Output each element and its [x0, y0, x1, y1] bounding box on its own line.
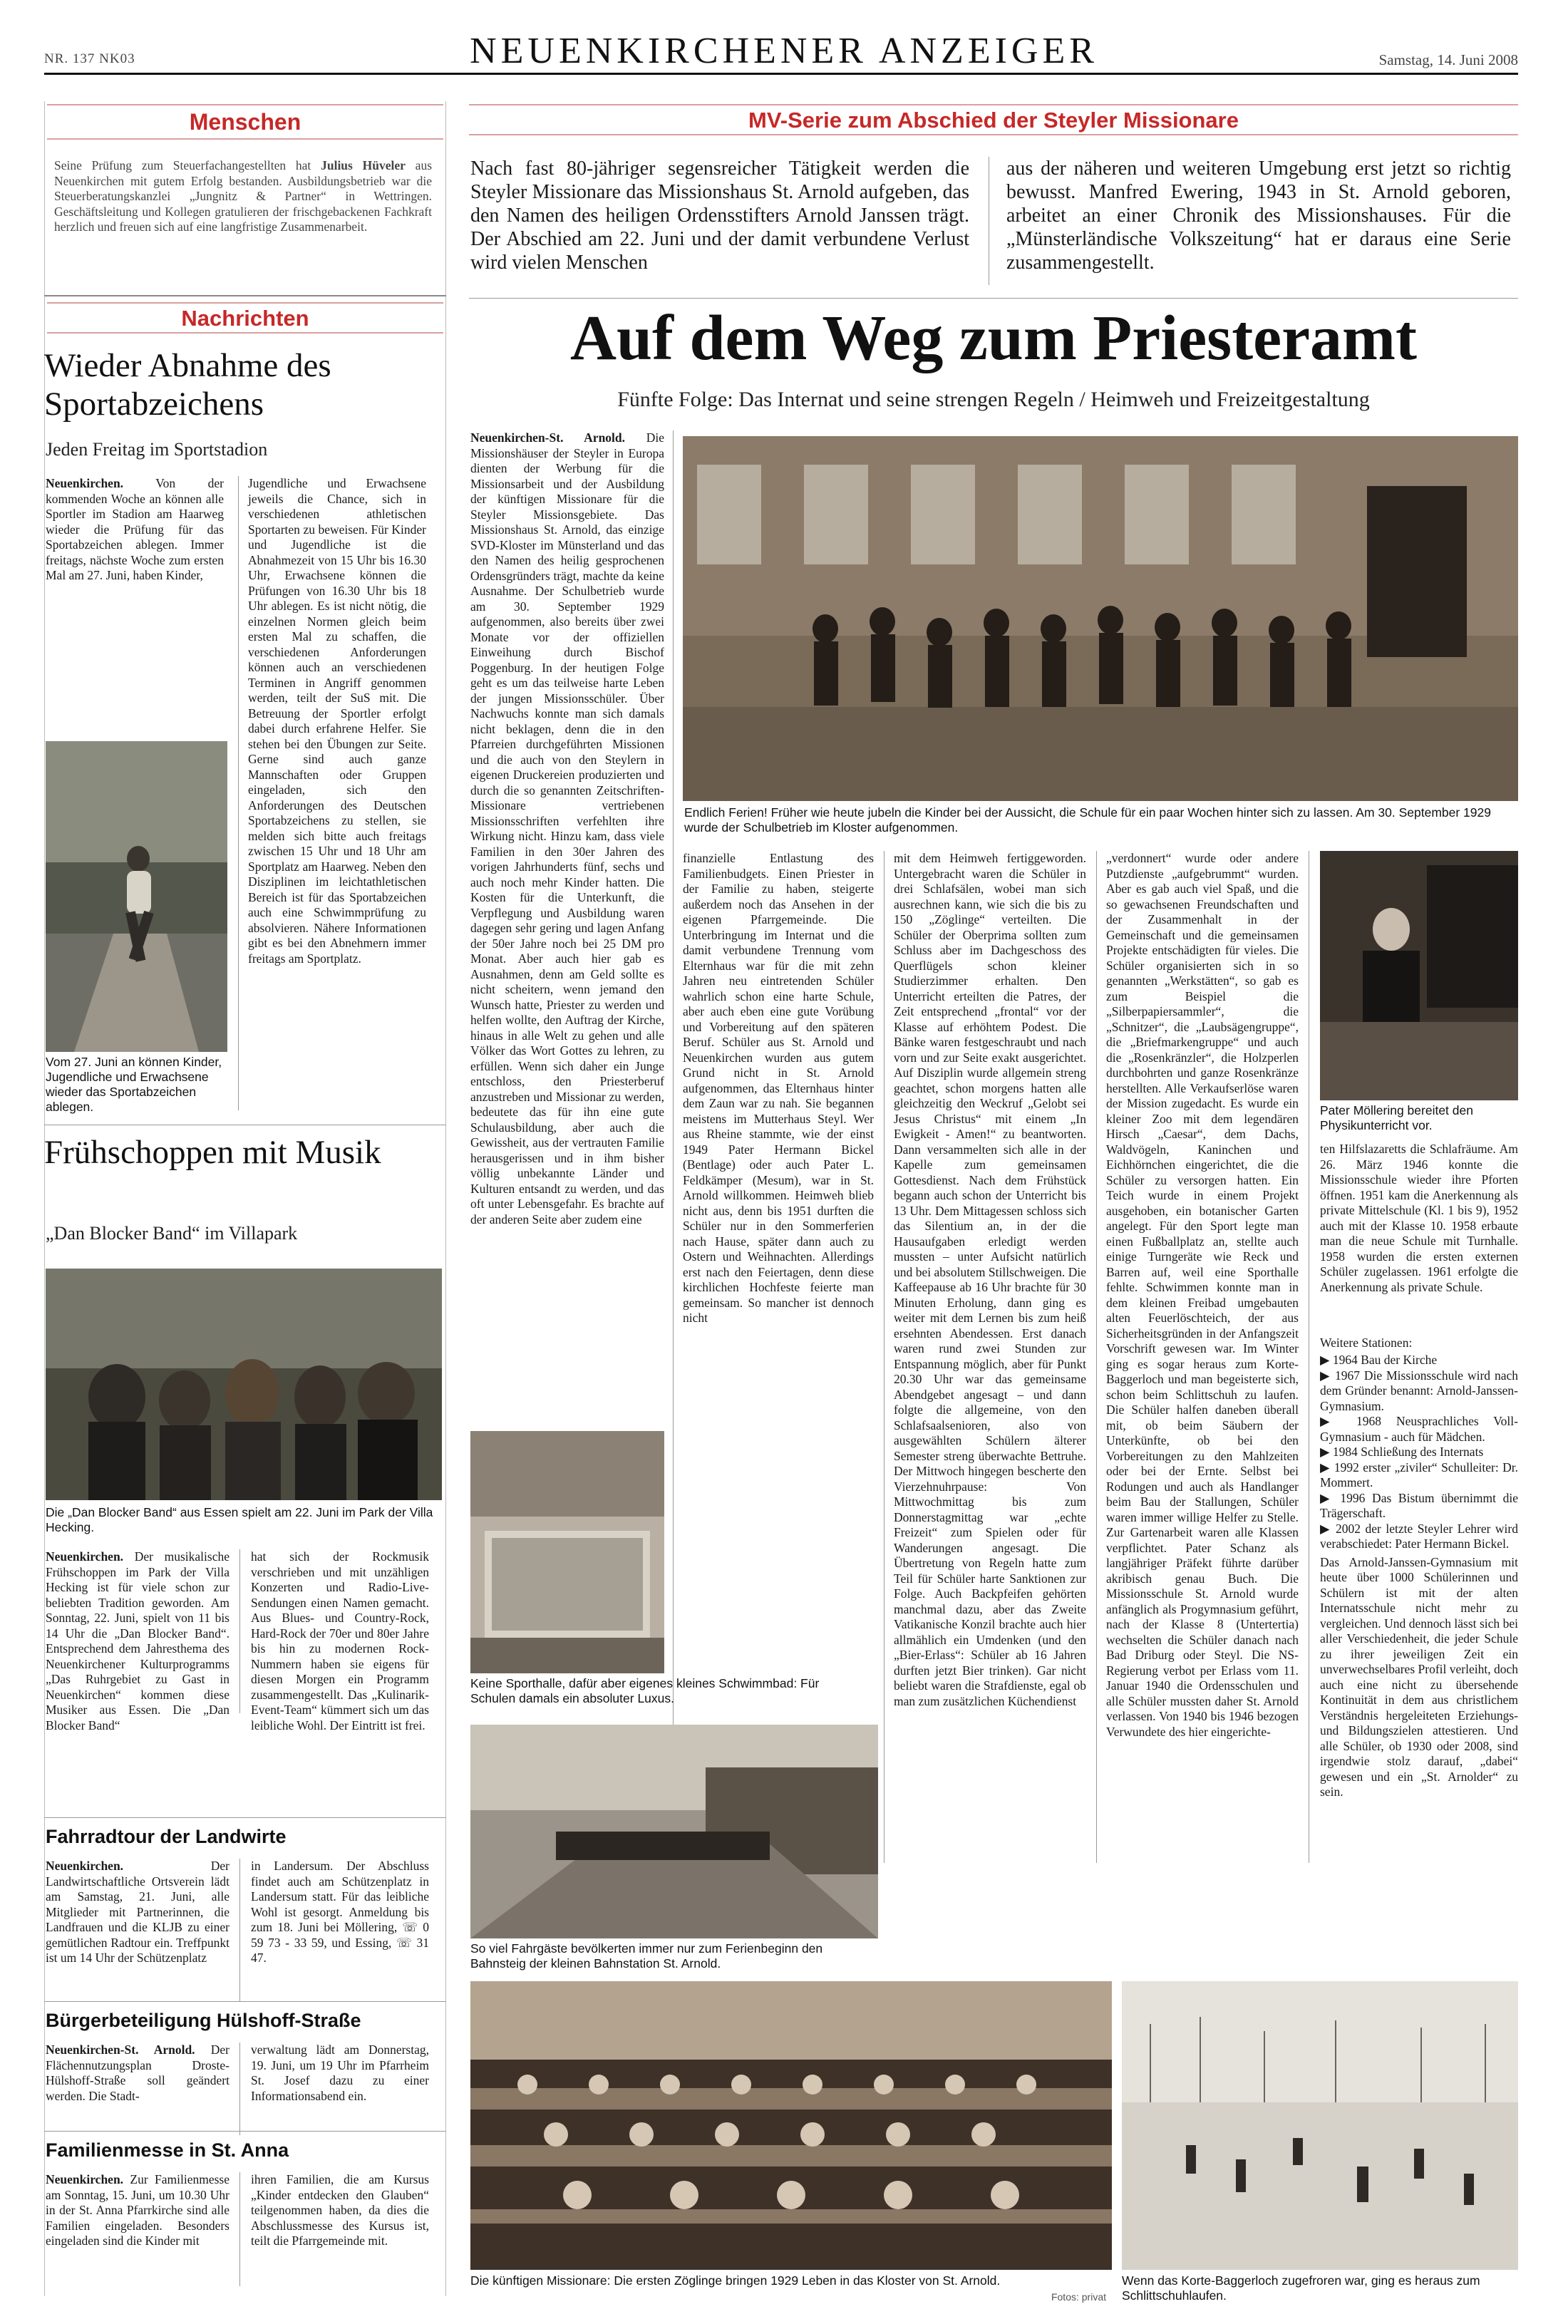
fahrradtour-rule	[44, 1817, 446, 1818]
buerger-headline: Bürgerbeteiligung Hülshoff-Straße	[46, 2010, 361, 2031]
nachrichten-header: Nachrichten	[47, 302, 443, 334]
familie-rule	[44, 2131, 446, 2132]
photo-swimming-pool	[470, 1431, 664, 1673]
swimming-pool-image	[470, 1431, 664, 1673]
station-item: ▶ 1964 Bau der Kirche	[1320, 1353, 1438, 1367]
station-item: ▶ 2002 der letzte Steyler Lehrer wird verabschiedet: Pater Hermann Bickel.	[1320, 1521, 1518, 1551]
photo-first-students	[470, 1981, 1112, 2270]
headline-rule	[469, 298, 1518, 299]
photo-ice-skating	[1122, 1981, 1518, 2270]
band-photo	[46, 1269, 442, 1500]
series-header: MV-Serie zum Abschied der Steyler Missionare	[469, 104, 1518, 135]
fruehschoppen-col2: hat sich der Rockmusik verschrieben und mit unzähligen Konzerten und Radio-Live-Sendungen einen Namen gemacht. Aus Blues- und Country-Rock, Hard-Rock der 70er und 80er Jahre bis hin zu modernen Rock-Nummern haben sie eigens für diesen Morgen ein Programm zusammengestellt. Das „Kulinarik-Event-Team“ kümmert sich um das leibliche Wohl. Der Eintritt ist frei.	[251, 1549, 429, 1732]
menschen-text-lead: Seine Prüfung zum Steuerfachangestellten hat	[54, 158, 311, 172]
buerger-col-rule	[239, 2042, 240, 2135]
stations-title: Weitere Stationen:	[1320, 1336, 1413, 1350]
photo-train-station	[470, 1725, 878, 1938]
buerger-rule	[44, 2001, 446, 2002]
familie-col-rule	[239, 2172, 240, 2286]
fahrradtour-col1-text: Der Landwirtschaftliche Ortsverein lädt am Samstag, 21. Juni, alle Mitglieder mit Partnerinnen, die Landfrauen und die KLJB zu einer gemütlichen Radtour ein. Treffpunkt ist um 14 Uhr der Schützenplatz	[46, 1859, 229, 1965]
fahrradtour-col2: in Landersum. Der Abschluss findet auch am Schützenplatz in Landersum statt. Für das leibliche Wohl ist gesorgt. Anmeldung bis zum 18. Juni bei Möllering, ☏ 0 59 73 - 33 59, und Essing, ☏ 31 47.	[251, 1859, 429, 1965]
menschen-text-rest: aus Neuenkirchen mit gutem Erfolg bestanden. Ausbildungsbetrieb war die Steuerberatungskanzlei „Jungnitz & Partner“ in Wettringen. Geschäftsleitung und Kollegen gratulieren der frischgebackenen Fachkraft herzlich und freuen sich auf eine langfristige Zusammenarbeit.	[54, 158, 432, 234]
familie-col1	[46, 2172, 229, 2249]
sport-photo	[46, 741, 227, 1052]
ice-skating-image	[1122, 1981, 1518, 2270]
first-students-image	[470, 1981, 1112, 2270]
fruehschoppen-dateline: Neuenkirchen.	[46, 1549, 124, 1564]
fahrradtour-headline: Fahrradtour der Landwirte	[46, 1826, 287, 1847]
sport-col2: Jugendliche und Erwachsene jeweils die Chance, sich in verschiedenen athletischen Sportarten zu beweisen. Für Kinder und Jugendliche ist die Abnahmezeit von 15 Uhr bis 16.30 Uhr, Erwachsene können die Prüfungen von 16.30 Uhr bis 18 Uhr ablegen. Es ist nicht nötig, die einzelnen Normen gleich beim ersten Mal zu schaffen, die verschiedenen Anforderungen können auch an verschiedenen Terminen in Angriff genommen werden, teilt der SuS mit. Die Betreuung der Sportler erfolgt dabei durch erfahrene Helfer. Sie stehen bei den Übungen zur Seite. Gerne sind auch ganze Mannschaften oder Gruppen eingeladen, sich den Anforderungen des Deutschen Sportabzeichens zu stellen, sie melden sich bitte auch freitags zwischen 15 Uhr und 18 Uhr am Sportplatz am Haarweg. Neben den Disziplinen im leichtathletischen Bereich ist für das Sportabzeichen auch eine Schwimmprüfung zu absolvieren. Nähere Informationen gibt es bei den Abnehmern immer freitags am Sportplatz.	[248, 476, 426, 966]
col-b-rule	[1096, 851, 1097, 1863]
buerger-col1	[46, 2042, 229, 2104]
familie-dateline: Neuenkirchen.	[46, 2172, 124, 2186]
teacher-physics-image	[1320, 851, 1518, 1100]
buerger-dateline: Neuenkirchen-St. Arnold.	[46, 2042, 195, 2057]
main-headline: Auf dem Weg zum Priesteramt	[569, 303, 1418, 373]
lead-dateline: Neuenkirchen-St. Arnold.	[470, 430, 626, 445]
sport-col1	[46, 476, 224, 584]
left-divider	[44, 295, 446, 296]
col-d-text: ten Hilfslazaretts die Schlafräume. Am 26. März 1946 konnte die Missionsschule wieder ihre Pforten öffnen. 1951 kam die Anerkennung als private Mittelschule (Kl. 1 bis 9), 1952 auch mit der Klasse 10. 1958 erbaute man die neue Schule mit Turnhalle. 1958 wurden die ersten externen Schüler zugelassen. 1961 erfolgte die Anerkennung als private Schule.	[1320, 1142, 1518, 1294]
fruehschoppen-col-rule	[239, 1549, 240, 1713]
fahrradtour-col1	[46, 1859, 229, 1966]
photo-credit: Fotos: privat	[1051, 2291, 1106, 2303]
col-d-end: Das Arnold-Janssen-Gymnasium mit heute über 1000 Schülerinnen und Schülern ist mit der alten Internatsschule nicht mehr zu vergleichen. Und dennoch lässt sich bei aller Verschiedenheit, die jeder Schule zu ihrer jeweiligen Zeit ein unverwechselbares Profil verleiht, doch auch eine nicht zu übersehende Kontinuität in dem aus christlichem Verständnis hergeleiteten Erziehungs- und Bildungszielen attestieren. Und alle Schüler, ob 1930 oder 2008, sind irgendwie stolz darauf, „dabei“ gewesen und ein „St. Arnolder“ zu sein.	[1320, 1554, 1518, 1799]
photo-train-station-caption: So viel Fahrgäste bevölkerten immer nur zum Ferienbeginn den Bahnsteig der kleinen Bahnstation St. Arnold.	[470, 1941, 823, 1971]
left-column-frame	[44, 101, 446, 2296]
sport-subline: Jeden Freitag im Sportstadion	[46, 439, 268, 460]
long-jump-photo-image	[46, 741, 227, 1052]
students-cheering-image	[683, 436, 1518, 801]
photo-swimming-pool-caption: Keine Sporthalle, dafür aber eigenes kleines Schwimmbad: Für Schulen damals ein absoluter Luxus.	[470, 1676, 820, 1705]
fahrradtour-dateline: Neuenkirchen.	[46, 1859, 124, 1873]
lead-column	[470, 430, 664, 1227]
fruehschoppen-headline: Frühschoppen mit Musik	[44, 1134, 381, 1171]
photo-students-cheering-caption: Endlich Ferien! Früher wie heute jubeln die Kinder bei der Aussicht, die Schule für ein paar Wochen hinter sich zu lassen. Am 30. September 1929 wurde der Schulbetrieb im Kloster aufgenommen.	[684, 805, 1491, 835]
main-subline: Fünfte Folge: Das Internat und seine strengen Regeln / Heimweh und Freizeitgestaltung	[617, 388, 1370, 411]
buerger-col1-text: Der Flächennutzungsplan Droste-Hülshoff-Straße soll geändert werden. Die Stadt-	[46, 2042, 230, 2103]
band-photo-image	[46, 1269, 442, 1500]
issue-number: NR. 137 NK03	[44, 51, 135, 66]
article-col-b: mit dem Heimweh fertiggeworden. Untergebracht waren die Schüler in drei Schlafsälen, wobei man sich ausrechnen kann, wie sich die bis zu 150 „Zöglinge“ verteilten. Die Schüler der Oberprima sollten zum Schluss aber im Dachgeschoss des Querflügels schon kleiner Studierzimmer erhalten. Den Unterricht erteilten die Patres, der Zeit entsprechend „frontal“ vor der Klasse auf erhöhtem Podest. Die Bänke waren festgeschraubt und nach vorn und zur Seite exakt ausgerichtet. Auf Disziplin wurde allgemein streng geachtet, schon morgens hatten alle gleichzeitig den Weckruf „Gelobt sei Jesus Christus“ mit einem „In Ewigkeit - Amen!“ zu beantworten. Dann versammelten sich alle in der Kapelle zum gemeinsamen Gottesdienst. Nach dem Frühstück begann auch schon der Unterricht bis 13 Uhr. Dem Mittagessen schloss sich das Silentium an, in der die Hausaufgaben erledigt werden mussten – unter Aufsicht natürlich und bei absolutem Stillschweigen. Die Kaffeepause ab 16 Uhr brachte für 30 Minuten Erholung, dann ging es weiter mit dem Lernen bis zum heiß ersehnten Abendessen. Erst danach waren rund zwei Stunden zur Entspannung möglich, aber für Punkt 20.30 Uhr war das gemeinsame Abendgebet angesagt – und dann folgte die allgemeine, von den Schlafsaalsenioren, also von ausgewählten Schülern älterer Semester streng überwachte Bettruhe. Der Mittwoch hingegen bescherte den Vierzehnuhrpause: Von Mittwochmittag bis zum Donnerstagmittag war „echte Freizeit“ zum Spielen oder für Wanderungen angesagt. Die Übertretung von Regeln hatte zum Teil für Schüler harte Sanktionen zur Folge. Auch Backpfeifen gehörten manchmal dazu, aber das Zweite Vatikanische Konzil brachte auch hier allmählich ein Umdenken (und den „Bier-Erlass“: Schüler ab 16 Jahren durften jetzt Bier trinken). Gar nicht beliebt waren die Strafdienste, egal ob man zum zusätzlichen Küchendienst	[894, 851, 1086, 1708]
menschen-text	[54, 158, 432, 235]
photo-ice-skating-caption: Wenn das Korte-Baggerloch zugefroren war, ging es heraus zum Schlittschuhlaufen.	[1122, 2273, 1480, 2303]
lead-col-rule	[673, 430, 674, 1863]
menschen-header: Menschen	[47, 104, 443, 140]
stations-list	[1320, 1353, 1518, 1800]
issue-date: Samstag, 14. Juni 2008	[1378, 51, 1518, 68]
photo-teacher-caption: Pater Möllering bereitet den Physikunterricht vor.	[1320, 1103, 1473, 1132]
intro-left: Nach fast 80-jähriger segensreicher Tätigkeit werden die Steyler Missionare das Missionshaus St. Arnold aufgeben, das den Namen des heiligen Ordensstifters Arnold Janssen trägt. Der Abschied am 22. Juni und der damit verbundene Verlust wird vielen Menschen	[470, 157, 969, 274]
article-col-c: „verdonnert“ wurde oder andere Putzdienste „aufgebrummt“ wurden. Aber es gab auch viel Spaß, und die so gewachsenen Freundschaften und der Zusammenhalt in der Gemeinschaft und die gemeinsamen Projekte entschädigten für vieles. Die Schüler organisierten sich in so genannten „Werkstätten“, so gab es zum Beispiel die „Silberpapiersammler“, die „Schnitzer“, die „Laubsägengruppe“, die „Briefmarkengruppe“ und auch die „Rosenkränzler“, die Holzperlen durchbohrten und ganze Rosenkränze herstellten. Alle Verkaufserlöse waren der Mission zugedacht. Es wurde ein kleiner Zoo mit dem legendären Hirsch „Caesar“, dem Dachs, Waldvögeln, Kaninchen und Eichhörnchen eingerichtet, die die Schüler zu versorgen hatten. Ein Teich wurde in einem Projekt ausgehoben, ein botanischer Garten angelegt. Für den Sport legte man einen Fußballplatz an, stellte auch einige Turngeräte wie Reck und Barren auf, weil eine Sporthalle fehlte. Schwimmen konnte man in dem kleinen Freibad umgebauten alten Feuerlöschteich, der aus Sicherheitsgründen in der Anfangszeit Vorschrift gewesen war. Im Winter ging es sogar heraus zum Korte-Baggerloch und man begeisterte sich, schon beim Schlittschuh zu laufen. Die Schüler halfen daneben überall mit, ob beim Säubern der Unterkünfte, ob bei den Vorbereitungen zu den Mahlzeiten oder bei der Ernte. Selbst bei Rodungen und auch als Handlanger beim Bau der Stallungen, Schüler waren immer willige Helfer zu Stelle. Zur Gartenarbeit waren alle Klassen verpflichtet. Pater Schanz als langjähriger Präfekt führte darüber akribisch genau Buch. Die Missionsschule St. Arnold wurde anfänglich als Progymnasium geführt, nach der Klasse 8 (Untertertia) wechselten die Schüler danach nach Bad Driburg oder Steyl. Die NS-Regierung verbot per Erlass vom 11. Januar 1940 die Ordensschulen und alle Schüler mussten daher St. Arnold verlassen. Von 1940 bis 1946 bezogen Verwundete des hier eingerichte-	[1106, 851, 1299, 1739]
familie-col1-text: Zur Familienmesse am Sonntag, 15. Juni, um 10.30 Uhr in der St. Anna Pfarrkirche sind alle Familien eingeladen. Besonders eingeladen sind die Kinder mit	[46, 2172, 229, 2248]
newspaper-title: NEUENKIRCHENER ANZEIGER	[470, 31, 1098, 71]
station-item: ▶ 1967 Die Missionsschule wird nach dem Gründer benannt: Arnold-Janssen-Gymnasium.	[1320, 1368, 1518, 1413]
station-item: ▶ 1992 erster „ziviler“ Schulleiter: Dr. Mommert.	[1320, 1460, 1518, 1489]
sport-photo-caption: Vom 27. Juni an können Kinder, Jugendliche und Erwachsene wieder das Sportabzeichen ablegen.	[46, 1055, 222, 1114]
photo-students-cheering	[683, 436, 1518, 801]
familie-headline: Familienmesse in St. Anna	[46, 2139, 289, 2161]
station-item: ▶ 1996 Das Bistum übernimmt die Trägerschaft.	[1320, 1490, 1518, 1520]
photo-first-students-caption: Die künftigen Missionare: Die ersten Zöglinge bringen 1929 Leben in das Kloster von St. Arnold.	[470, 2273, 1001, 2288]
sport-col-rule	[238, 476, 239, 1110]
menschen-name: Julius Hüveler	[321, 158, 406, 172]
photo-teacher	[1320, 851, 1518, 1100]
train-station-image	[470, 1725, 878, 1938]
masthead-rule	[44, 73, 1518, 75]
article-col-a: finanzielle Entlastung des Familienbudgets. Einen Priester in der Familie zu haben, steigerte außerdem noch das Ansehen in der eigenen Pfarrgemeinde. Die Unterbringung im Internat und die damit verbundene Trennung vom Elternhaus war für die mit zehn Jahren neu eintretenden Schüler wahrlich schon eine harte Schule, aber auch eben eine gute Vorübung und Vorbereitung auf den späteren Beruf. Schüler aus St. Arnold und Neuenkirchen wurden aus gutem Grund nicht in St. Arnold aufgenommen, das Elternhaus hinter dem Zaun war zu nah. Sie begannen meistens im Mutterhaus Steyl. Wer aus Rheine stammte, wie der einst 1949 Pater Hermann Bickel (Bentlage) oder auch Pater L. Feldkämper (Mesum), war in St. Arnold willkommen. Heimweh blieb nicht aus, denn bis 1951 durften die Schüler nur in den Sommerferien nach Hause, später dann auch zu Ostern und Weihnachten. Allerdings erst nach den Feiertagen, denn diese kirchlichen Hochfeste feierte man gemeinsam. So mancher ist dennoch nicht	[683, 851, 874, 1325]
article-col-d	[1320, 1142, 1518, 1295]
fruehschoppen-col1-text: Der musikalische Frühschoppen im Park der Villa Hecking ist für viele schon zur beliebten Tradition geworden. Am Sonntag, 22. Juni, spielt von 11 bis 14 Uhr die „Dan Blocker Band“. Entsprechend dem Jahresthema des Neuenkirchener Kulturprogramms „Das Ruhrgebiet zu Gast in Neuenkirchen“ kommen diese Musiker aus Essen. Die „Dan Blocker Band“	[46, 1549, 230, 1732]
fruehschoppen-subline: „Dan Blocker Band“ im Villapark	[46, 1223, 298, 1244]
familie-col2: ihren Familien, die am Kursus „Kinder entdecken den Glauben“ teilgenommen haben, da dies die Abschlussmesse des Kursus ist, teilt die Pfarrgemeinde mit.	[251, 2172, 429, 2248]
buerger-col2: verwaltung lädt am Donnerstag, 19. Juni, um 19 Uhr im Pfarrheim St. Josef dazu zu einer Informationsabend ein.	[251, 2042, 429, 2103]
sport-col1-text: Von der kommenden Woche an können alle Sportler im Stadion am Haarweg wieder die Prüfung für das Sportabzeichen ablegen. Immer freitags, nächste Woche zum ersten Mal am 27. Juni, haben Kinder,	[46, 476, 225, 582]
sport-dateline: Neuenkirchen.	[46, 476, 124, 490]
station-item: ▶ 1984 Schließung des Internats	[1320, 1445, 1484, 1459]
lead-column-text: Die Missionshäuser der Steyler in Europa dienten der Werbung für die Missionsarbeit und der Ausbildung der künftigen Missionare für die Steyler Missionsgebiete. Das Missionshaus St. Arnold, das einzige SVD-Kloster im Münsterland und das den Namen des heilig gesprochenen Ordensgründers trägt, machte da keine Ausnahme. Der Schulbetrieb wurde am 30. September 1929 aufgenommen, also bereits über zwei Monate vor der offiziellen Einweihung durch Bischof Poggenburg. In der heutigen Folge geht es um das teilweise harte Leben der jungen Missionsschüler. Über Nachwuchs konnte man sich damals nicht beklagen, denn die in den Pfarreien durchgeführten Missionen und die auch von den Steylern in eigenen Druckereien produzierten und durch die so genannten Zeitschriften-Missionare vertriebenen Missionsschriften verfehlten ihre Wirkung nicht. Hinzu kam, dass viele Familien in den 30er Jahren des vorigen Jahrhunderts fünf, sechs und auch noch mehr Kinder hatten. Die Kosten für die Unterkunft, die Verpflegung und Ausbildung waren dagegen sehr gering und lagen Anfang der 50er Jahre noch bei 25 DM pro Monat. Aber auch hier gab es Ausnahmen, denn am Geld sollte es nicht scheitern, wenn jemand den Wunsch hatte, Priester zu werden und helfen wollte, den Auftrag der Kirche, hinaus in alle Welt zu gehen und alle Völker das Wort Gottes zu lehren, zu erfüllen. Wenn sich daher ein Junge entschloss, den Priesterberuf anzustreben und Missionar zu werden, bedeutete das für ihn eine gute Schulausbildung, aber auch die Gewissheit, aus der vertrauten Familie herausgerissen und in ihm bisher völlig unbekannte Länder und Kulturen entsandt zu werden, und das oft unter Lebensgefahr. Es brachte auf der anderen Seite aber zudem eine	[470, 430, 664, 1226]
intro-right: aus der näheren und weiteren Umgebung erst jetzt so richtig bewusst. Manfred Ewering, 1943 in St. Arnold geboren, arbeitet an einer Chronik des Missionshauses. Für die „Münsterländische Volkszeitung“ hat er daraus eine Serie zusammengestellt.	[1006, 157, 1511, 274]
station-item: ▶ 1968 Neusprachliches Voll-Gymnasium - auch für Mädchen.	[1320, 1414, 1518, 1444]
band-photo-caption: Die „Dan Blocker Band“ aus Essen spielt am 22. Juni im Park der Villa Hecking.	[46, 1505, 433, 1534]
fahrradtour-col-rule	[239, 1859, 240, 2001]
fruehschoppen-col1	[46, 1549, 229, 1733]
sport-headline: Wieder Abnahme des Sportabzeichens	[44, 347, 331, 423]
